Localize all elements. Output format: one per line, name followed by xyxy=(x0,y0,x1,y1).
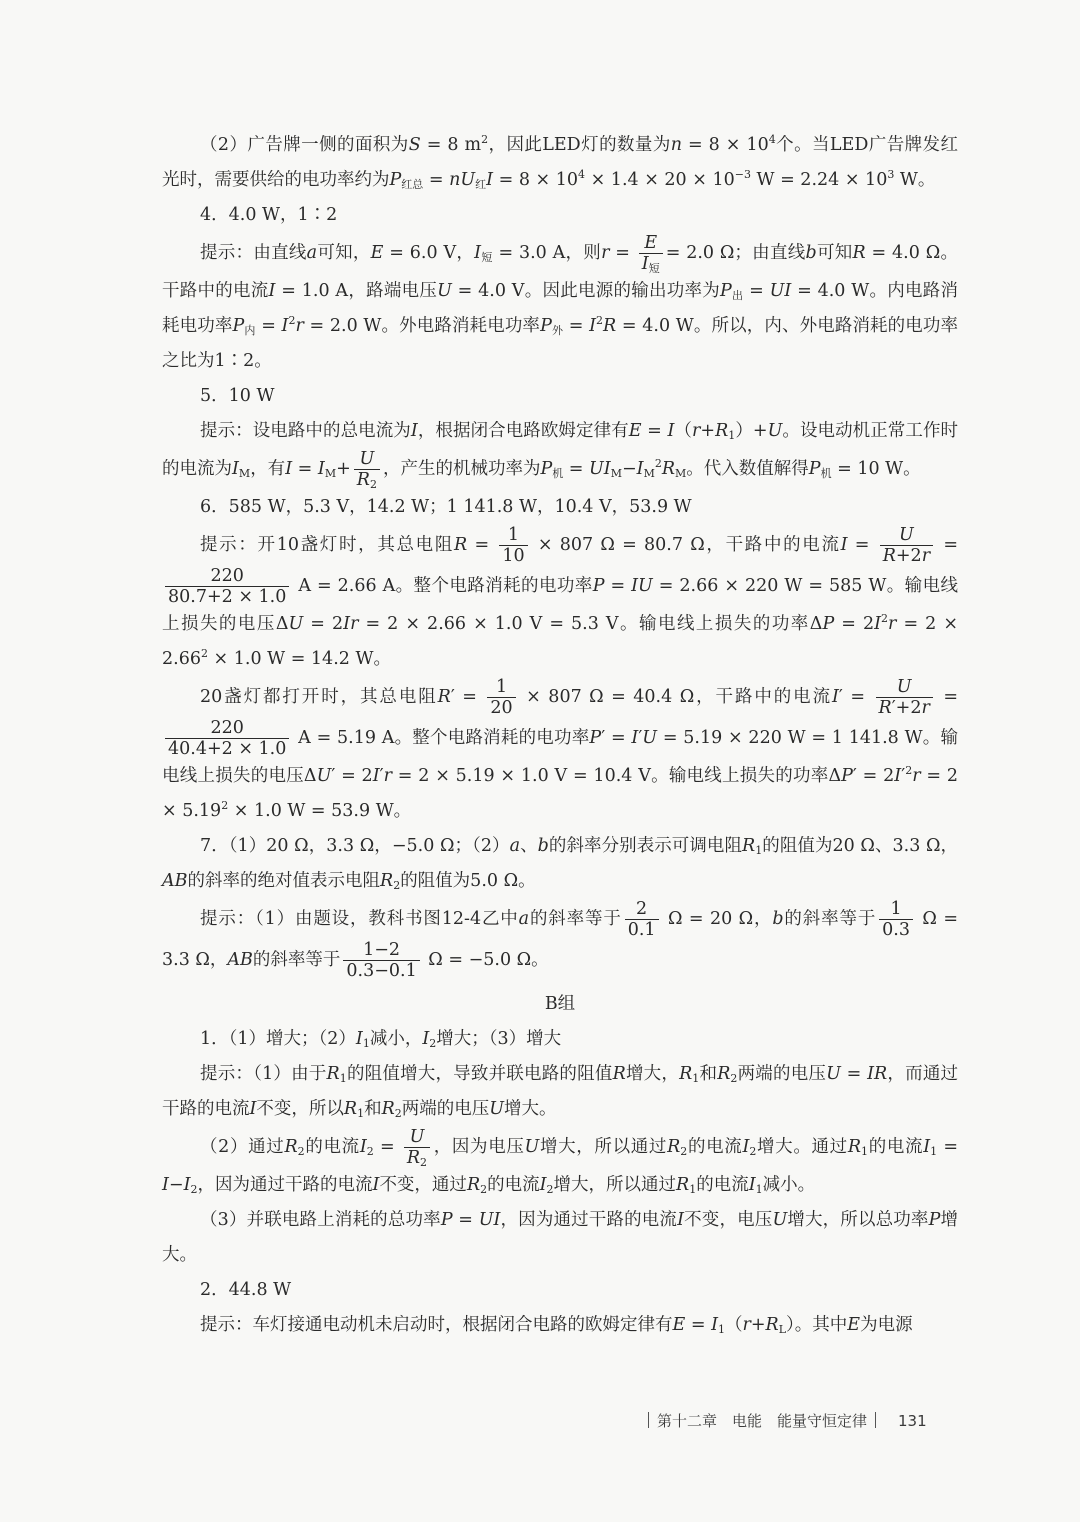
hint-6-part-1: 提示：开10盏灯时，其总电阻R = $\frac{1}{10}$ × 807 Ω = 80.7 Ω，干路中的电流I = $\frac{U}{R+2r}$ = $\frac{220}{80.7+2 \times 1.0}$ A = 2.66 A。整个电路消耗的电功率P = IU = 2.66 × 220 W = 585 W。输电线上损失的电压ΔU = 2Ir = 2 × 2.66 × 1.0 V = 5.3 V。输电线上损失的功率$\Delta P = 2I^2r = 2 \times 2.66^2 \times 1.0$ W = 14.2 W。 xyxy=(162,525,959,669)
hint-b1-part-3: （3）并联电路上消耗的总功率P = UI，因为通过干路的电流I不变，电压U增大，所以总功率P增大。 xyxy=(162,1210,959,1265)
hint-b1-part-1: 提示：（1）由于$R_1$的阻值增大，导致并联电路的阻值R增大，$R_1$和$R_2$两端的电压U = IR，而通过干路的电流I不变，所以$R_1$和$R_2$两端的电压U增大。 xyxy=(162,1064,959,1120)
answer-b1: 1．（1）增大；$(2)I_1$减小，$I_2$增大；（3）增大 xyxy=(200,1029,562,1050)
answer-6: 6．585 W，5.3 V，14.2 W；1 141.8 W，10.4 V，53.9 W xyxy=(200,497,692,517)
answer-b2: 2．44.8 W xyxy=(200,1280,292,1300)
hint-7: 提示：（1）由题设，教科书图12-4乙中a的斜率等于 $\frac{2}{0.1}$ Ω = 20 Ω，b的斜率等于 $\frac{1}{0.3}$ Ω = 3.3 Ω，AB的斜率等于 $\frac{1-2}{0.3-0.1}$ Ω = −5.0 Ω。 xyxy=(162,899,959,981)
answer-4: 4．4.0 W，1∶2 xyxy=(200,205,338,225)
page-number: 131 xyxy=(898,1412,927,1430)
footer-divider-right xyxy=(875,1412,876,1428)
hint-b1-part-2: （2）通过$R_2$的电流$I_2$ = $\frac{U}{R_2}$ ，因为电压U增大，所以通过$R_2$的电流$I_2$增大。通过$R_1$的电流$I_1 = I-I_2$，因为通过干路的电流I不变，通过$R_2$的电流$I_2$增大，所以通过$R_1$的电流$I_1$减小。 xyxy=(162,1127,958,1196)
section-heading-b: B组 xyxy=(544,994,576,1014)
page-body xyxy=(162,128,958,1343)
chapter-title: 第十二章 电能 能量守恒定律 xyxy=(657,1412,868,1430)
paragraph-led-power: （2）广告牌一侧的面积为S = 8 $m^2$，因此LED灯的数量为$n = 8 \times 10^4$个。当LED广告牌发红光时，需要供给的电功率约为$P_{红总} = nU_红I = 8 \times 10^4 \times 1.4 \times 20 \times 10^{-3}$ $W = 2.24 \times 10^3$ W。 xyxy=(162,133,958,191)
footer-divider-left xyxy=(648,1412,649,1428)
answer-7: 7．（1）20 Ω，3.3 Ω，−5.0 Ω；（2）a、b的斜率分别表示可调电阻$R_1$的阻值为20 Ω、3.3 Ω，AB的斜率的绝对值表示电阻$R_2$的阻值为5.0 Ω。 xyxy=(162,836,959,892)
answer-5: 5．10 W xyxy=(200,386,275,406)
hint-b2: 提示：车灯接通电动机未启动时，根据闭合电路的欧姆定律有$E = I_1(r+R_L)$。其中E为电源 xyxy=(200,1315,913,1336)
hint-5: 提示：设电路中的总电流为I，根据闭合电路欧姆定律有$E = I(r+R_1)+U$。设电动机正常工作时的电流为$I_M$，有$I = I_M+$ $\frac{U}{R_2}$ ，产生的机械功率为$P_机 = UI_M-I_M^2R_M$。代入数值解得$P_机 = 10$ W。 xyxy=(162,421,959,491)
page-footer xyxy=(640,1410,960,1431)
hint-4: 提示：由直线a可知，E = 6.0 V，$I_短 = 3.0$ A，则r = $\frac{E}{I_短}$ = 2.0 Ω；由直线b可知R = 4.0 Ω。干路中的电流I = 1.0 A，路端电压U = 4.0 V。因此电源的输出功率为$P_出$ = UI = 4.0 W。内电路消耗电功率$P_内 = I^2r = 2.0$ W。外电路消耗电功率$P_外 = I^2R = 4.0$ W。所以，内、外电路消耗的电功率之比为1∶2。 xyxy=(162,233,959,371)
hint-6-part-2: 20盏灯都打开时，其总电阻R′ = $\frac{1}{20}$ × 807 Ω = 40.4 Ω，干路中的电流I′ = $\frac{U}{R'+2r}$ = $\frac{220}{40.4+2 \times 1.0}$ A = 5.19 A。整个电路消耗的电功率P′ = I′U = 5.19 × 220 W = 1 141.8 W。输电线上损失的电压ΔU′ = 2I′r = 2 × 5.19 × 1.0 V = 10.4 V。输电线上损失的功率$\Delta P' = 2I'^2r = 2 \times 5.19^2 \times 1.0$ W = 53.9 W。 xyxy=(162,677,958,821)
